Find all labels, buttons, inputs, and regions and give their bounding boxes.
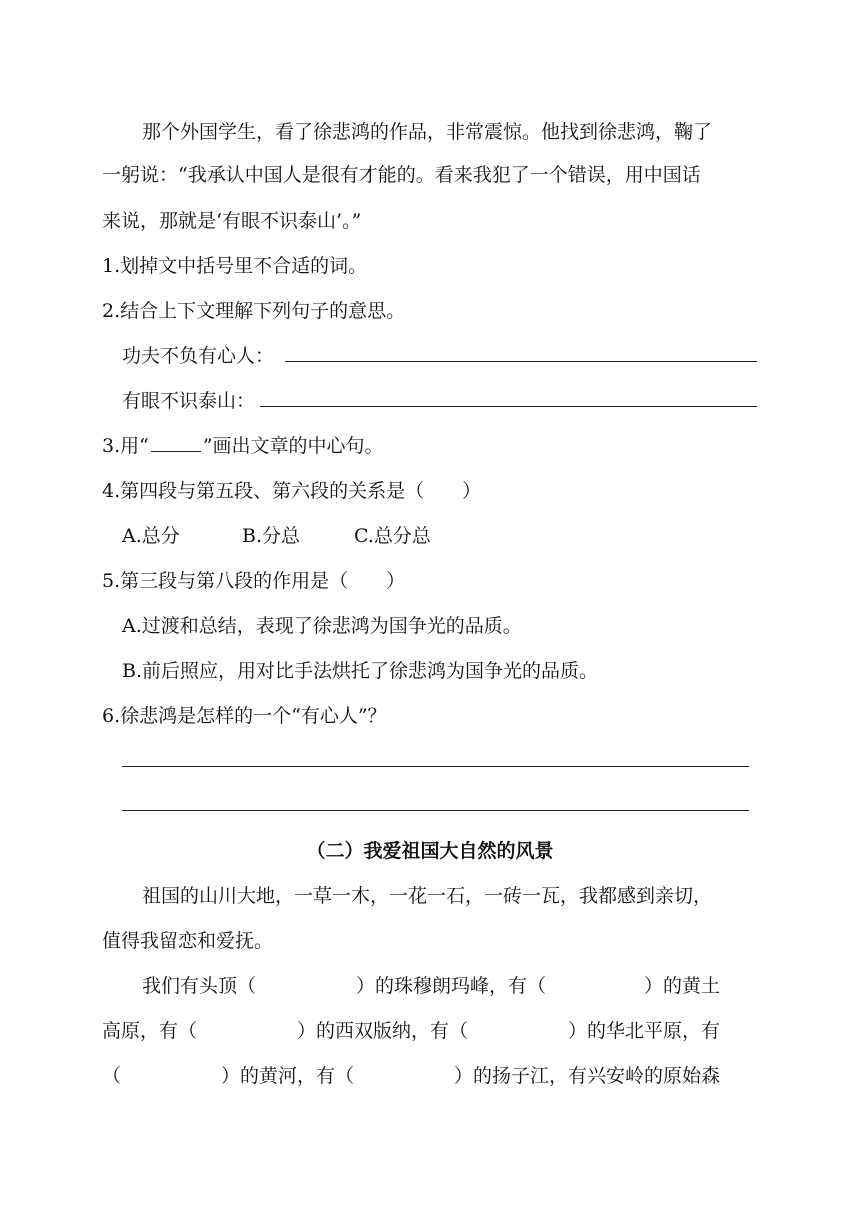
question-4: 4.第四段与第五段、第六段的关系是（ ） <box>102 480 482 502</box>
question-2: 2.结合上下文理解下列句子的意思。 <box>102 300 406 322</box>
question-6: 6.徐悲鸿是怎样的一个“有心人”？ <box>102 705 387 727</box>
answer-line-6a[interactable] <box>122 766 749 767</box>
question-2b-label: 有眼不识泰山： <box>122 390 256 412</box>
text-fragment: ）的珠穆朗玛峰，有（ <box>356 975 547 997</box>
underline-sample <box>151 437 201 452</box>
question-4-options <box>122 521 431 548</box>
section2-line <box>142 971 720 998</box>
passage-line: 来说，那就是‘有眼不识泰山’。” <box>102 210 362 232</box>
answer-line-2a[interactable] <box>285 361 757 362</box>
answer-line-2b[interactable] <box>260 406 757 407</box>
option-b[interactable]: B.前后照应，用对比手法烘托了徐悲鸿为国争光的品质。 <box>122 660 599 682</box>
question-2a-label: 功夫不负有心人： <box>122 345 275 367</box>
text-fragment: ）的扬子江，有兴安岭的原始森 <box>454 1065 721 1087</box>
section-title: （二）我爱祖国大自然的风景 <box>306 840 554 862</box>
text-fragment: ）的黄土 <box>644 975 721 997</box>
question-3 <box>102 431 384 458</box>
question-5: 5.第三段与第八段的作用是（ ） <box>102 570 406 592</box>
question-3-suffix: ”画出文章的中心句。 <box>202 435 384 457</box>
option-b[interactable]: B.分总 <box>242 525 301 547</box>
question-3-prefix: 3.用“ <box>102 435 149 457</box>
section2-line <box>102 1061 720 1088</box>
option-a[interactable]: A.过渡和总结，表现了徐悲鸿为国争光的品质。 <box>122 615 522 637</box>
text-fragment: 高原，有（ <box>102 1020 198 1042</box>
text-fragment: ）的黄河，有（ <box>221 1065 355 1087</box>
answer-line-6b[interactable] <box>122 810 749 811</box>
option-c[interactable]: C.总分总 <box>354 525 431 547</box>
text-fragment: （ <box>102 1065 122 1087</box>
section2-line <box>102 1016 720 1043</box>
section2-line: 祖国的山川大地，一草一木，一花一石，一砖一瓦，我都感到亲切， <box>142 885 713 907</box>
text-fragment: ）的华北平原，有 <box>568 1020 721 1042</box>
section2-line: 值得我留恋和爱抚。 <box>102 930 274 952</box>
passage-line: 一躬说：“我承认中国人是很有才能的。看来我犯了一个错误，用中国话 <box>102 164 701 186</box>
text-fragment: ）的西双版纳，有（ <box>297 1020 469 1042</box>
option-a[interactable]: A.总分 <box>122 525 180 547</box>
passage-line: 那个外国学生，看了徐悲鸿的作品，非常震惊。他找到徐悲鸿，鞠了 <box>142 121 713 143</box>
question-1: 1.划掉文中括号里不合适的词。 <box>102 255 368 277</box>
text-fragment: 我们有头顶（ <box>142 975 257 997</box>
